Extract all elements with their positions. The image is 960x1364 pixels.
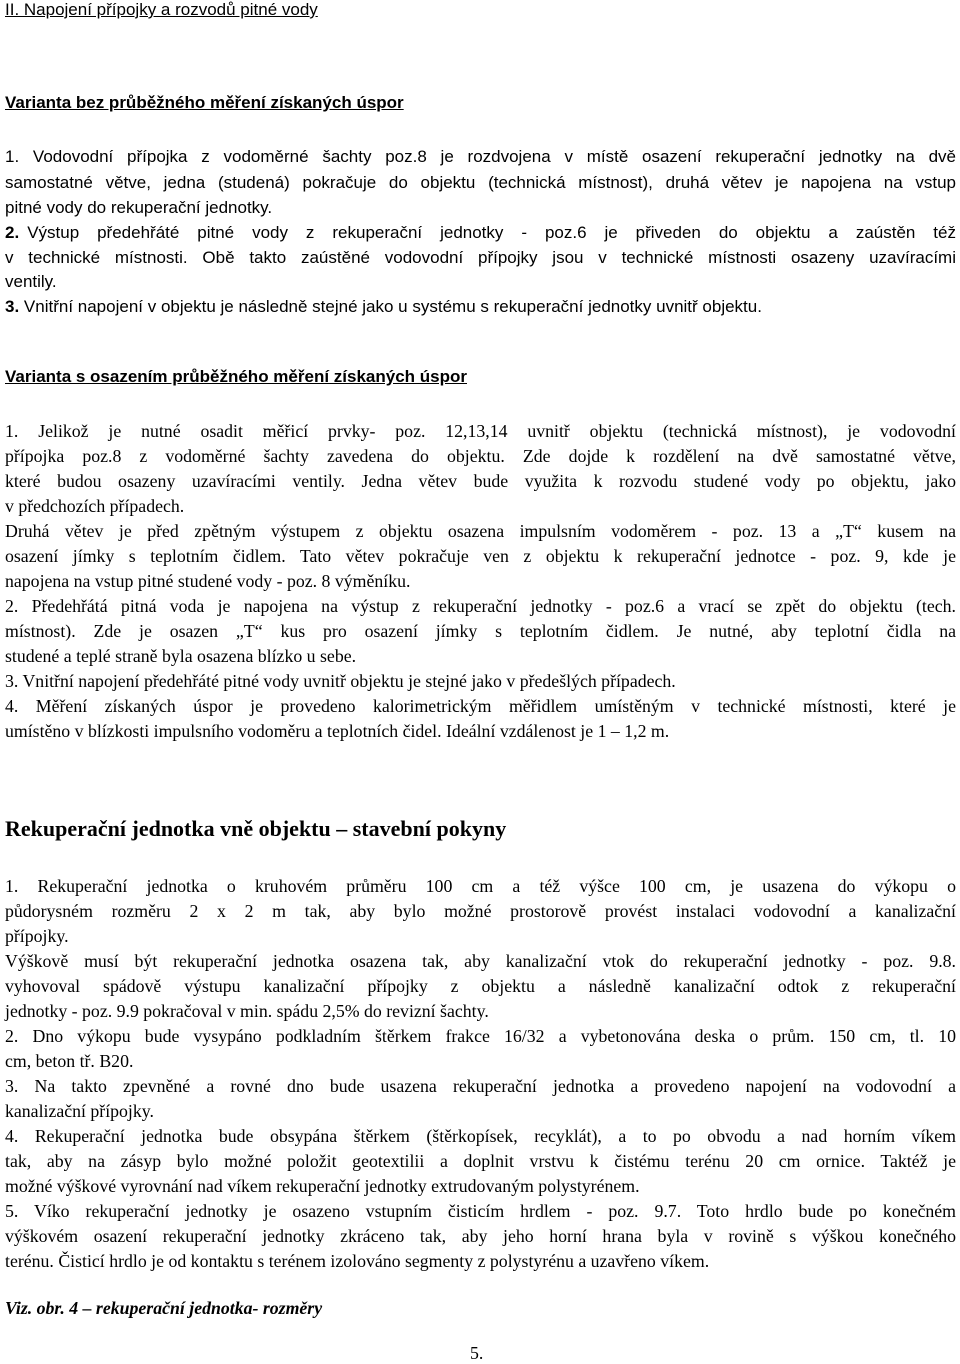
construction-line: 5. Víko rekuperační jednotky je osazeno vstupním čisticím hrdlem - poz. 9.7. Toto hrdlo bude po konečném [5,1201,956,1221]
construction-line: kanalizační přípojky. [5,1101,154,1121]
variant2-line: které budou osazeny uzavíracími ventily. Jedna větev bude využita k rozvodu studené vody po objektu, jako [5,471,956,491]
variant2-line: 4. Měření získaných úspor je provedeno kalorimetrickým měřidlem umístěným v technické místnosti, které je [5,696,956,716]
construction-line: možné výškové vyrovnání nad víkem rekuperační jednotky extrudovaným polystyrénem. [5,1176,640,1196]
variant2-line: osazení jímky s teplotním čidlem. Tato větev pokračuje ven z objektu k rekuperační jednotce - poz. 9, kde je [5,546,956,566]
construction-line: 1. Rekuperační jednotka o kruhovém průměru 100 cm a též výšce 100 cm, je usazena do výkopu o [5,876,956,896]
variant2-line: studené a teplé straně byla osazena blízko u sebe. [5,646,357,666]
construction-line: 2. Dno výkopu bude vysypáno podkladním štěrkem frakce 16/32 a vybetonována deska o prům. 150 cm, tl. 10 [5,1026,956,1046]
construction-line: výškovém osazení rekuperační jednotky zkráceno tak, aby jeho horní hrana byla v rovině s výškou konečného [5,1226,956,1246]
variant2-line: Druhá větev je před zpětným výstupem z objektu osazena impulsním vodoměrem - poz. 13 a „T“ kusem na [5,521,956,541]
construction-title: Rekuperační jednotka vně objektu – stavební pokyny [5,816,507,841]
variant1-p2-number: 2. [5,223,20,242]
variant1-p1-line3: pitné vody do rekuperační jednotky. [5,198,273,217]
construction-line: 4. Rekuperační jednotka bude obsypána štěrkem (štěrkopísek, recyklát), a to po obvodu a nad horním víkem [5,1126,956,1146]
variant2-line: umístěno v blízkosti impulsního vodoměru a teplotních čidel. Ideální vzdálenost je 1 – 1,2 m. [5,721,670,741]
variant1-p1-line2: samostatné větve, jedna (studená) pokračuje do objektu (technická místnost), druhá větev je napojena na vstup [5,173,956,192]
variant1-p2-line2: v technické místnosti. Obě takto zaústěné vodovodní přípojky jsou v technické místnosti osazeny uzavíracími [5,248,956,267]
variant1-p3-number: 3. [5,297,20,316]
variant2-title: Varianta s osazením průběžného měření získaných úspor [5,367,467,386]
construction-line: terénu. Čisticí hrdlo je od kontaktu s terénem izolováno segmenty z polystyrénu a uzavřeno víkem. [5,1251,710,1271]
variant2-line: 3. Vnitřní napojení předehřáté pitné vody uvnitř objektu je stejné jako v předešlých případech. [5,671,676,691]
variant1-p3-line1 [5,297,762,317]
figure-reference: Viz. obr. 4 – rekuperační jednotka- rozměry [5,1298,323,1318]
variant1-p2-text: Výstup předehřáté pitné vody z rekuperační jednotky - poz.6 je přiveden do objektu a zaústěn též [27,223,956,242]
variant1-p2-line3: ventily. [5,272,57,291]
variant2-line: v předchozích případech. [5,496,185,516]
construction-line: cm, beton tř. B20. [5,1051,134,1071]
variant2-line: přípojka poz.8 z vodoměrné šachty zavedena do objektu. Zde dojde k rozdělení na dvě samostatné větve, [5,446,956,466]
construction-line: jednotky - poz. 9.9 pokračoval v min. spádu 2,5% do revizní šachty. [5,1001,489,1021]
variant2-line: napojena na vstup pitné studené vody - poz. 8 výměníku. [5,571,411,591]
variant2-line: 2. Předehřátá pitná voda je napojena na výstup z rekuperační jednotky - poz.6 a vrací se zpět do objektu (tech. [5,596,956,616]
variant2-line: místnost). Zde je osazen „T“ kus pro osazení jímky s teplotním čidlem. Je nutné, aby teplotní čidla na [5,621,956,641]
construction-line: přípojky. [5,926,69,946]
section-heading: II. Napojení přípojky a rozvodů pitné vody [5,0,318,19]
variant1-p1-line1: 1. Vodovodní přípojka z vodoměrné šachty poz.8 je rozdvojena v místě osazení rekuperační jednotky na dvě [5,147,956,166]
construction-line: tak, aby na zásyp bylo možné položit geotextilii a doplnit vrstvu k čistému terénu 20 cm ornice. Taktéž je [5,1151,956,1171]
variant1-p2-line1 [5,223,956,243]
page-number: 5. [470,1343,484,1363]
variant1-p3-text: Vnitřní napojení v objektu je následně stejné jako u systému s rekuperační jednotky uvnitř objektu. [23,297,762,316]
variant2-line: 1. Jelikož je nutné osadit měřicí prvky- poz. 12,13,14 uvnitř objektu (technická místnost), je vodovodní [5,421,956,441]
variant1-title: Varianta bez průběžného měření získaných úspor [5,93,404,112]
construction-line: Výškově musí být rekuperační jednotka osazena tak, aby kanalizační vtok do rekuperační jednotky - poz. 9.8. [5,951,956,971]
construction-line: vyhovoval spádově výstupu kanalizační přípojky z objektu a následně kanalizační odtok z rekuperační [5,976,956,996]
construction-line: půdorysném rozměru 2 x 2 m tak, aby bylo možné prostorově provést instalaci vodovodní a kanalizační [5,901,956,921]
construction-line: 3. Na takto zpevněné a rovné dno bude usazena rekuperační jednotka a provedeno napojení na vodovodní a [5,1076,956,1096]
